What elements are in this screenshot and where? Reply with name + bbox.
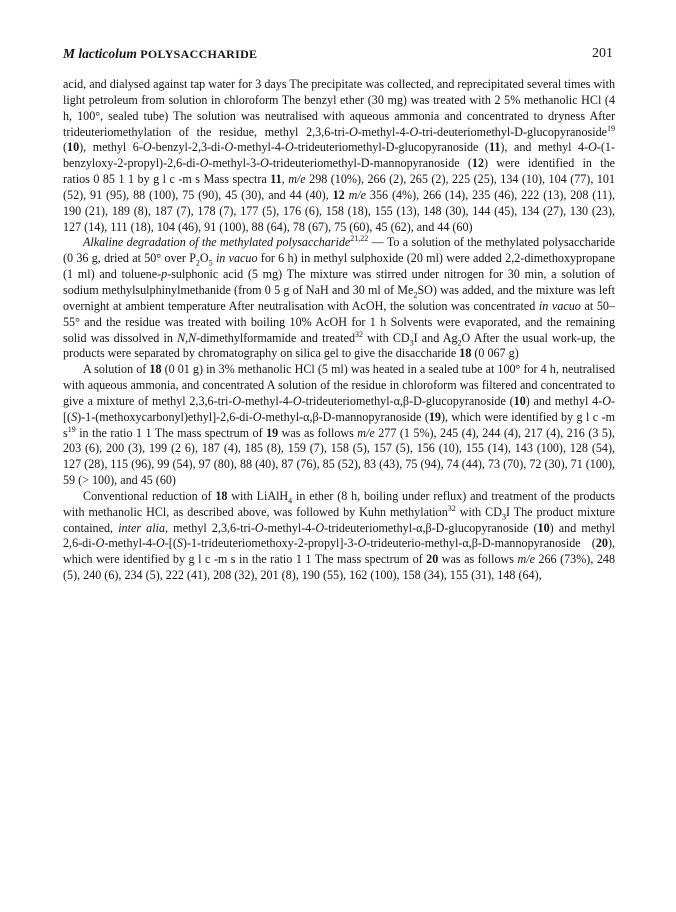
- body-text: [63, 77, 615, 584]
- page-number: 201: [592, 46, 613, 61]
- paragraph-conventional-reduction: Conventional reduction of 18 with LiAlH$_4$ in ether (8 h, boiling under reflux) and treatment of the products with methanolic HCl, as described above, was followed by Kuhn methylation$^{32}$ with $CD_3I$ The product mixture contained, inter alia, methyl 2,3,6-tri-O-methyl-4-O-trideuteriomethyl-α,β-D-glucopyranoside (10) and methyl 2,6-di-O-methyl-4-O-[(S)-1-trideuteriomethoxy-2-propyl]-3-O-trideuterio-methyl-α,β-D-mannopyranoside (20), which were identified by g l c -m s in the ratio 1 1 The mass spectrum of 20 was as follows m/e 266 (73%), 248 (5), 240 (6), 234 (5), 222 (41), 208 (32), 201 (8), 190 (55), 162 (100), 158 (34), 155 (31), 148 (64),: [63, 488, 616, 583]
- paragraph-alkaline-degradation: Alkaline degradation of the methylated polysaccharide$^{21,22}$ — To a solution of the methylated polysaccharide (0 36 g, dried at 50° over $P_2O_5$ in vacuo for 6 h) in methyl sulphoxide (20 ml) were added 2,2-dimethoxypropane (1 ml) and toluene-p-sulphonic acid (5 mg) The mixture was stirred under nitrogen for 30 min, a solution of sodium methylsulphinylmethanide (from 0 5 g of NaH and 30 ml of $Me_2SO$) was added, and the mixture was left overnight at ambient temperature After neutralisation with AcOH, the solution was concentrated in vacuo at 50–55° and the residue was treated with boiling 10% AcOH for 1 h Solvents were evaporated, and the remaining solid was dissolved in N,N-dimethylformamide and treated$^{32}$ with $CD_3I$ and $Ag_2O$ After the usual work-up, the products were separated by chromatography on silica gel to give the disaccharide 18 (0 067 g): [63, 234, 616, 361]
- running-header: [63, 46, 613, 64]
- running-title: M lacticolum POLYSACCHARIDE: [63, 46, 258, 61]
- paragraph-methanolysis: A solution of 18 (0 01 g) in 3% methanolic HCl (5 ml) was heated in a sealed tube at 100° for 4 h, neutralised with aqueous ammonia, and concentrated A solution of the residue in chloroform was filtered and concentrated to give a mixture of methyl 2,3,6-tri-O-methyl-4-O-trideuteriomethyl-α,β-D-glucopyranoside (10) and methyl 4-O-[(S)-1-(methoxycarbonyl)ethyl]-2,6-di-O-methyl-α,β-D-mannopyranoside (19), which were identified by g l c -m $s^{19}$ in the ratio 1 1 The mass spectrum of 19 was as follows m/e 277 (1 5%), 245 (4), 244 (4), 217 (4), 216 (3 5), 203 (6), 200 (3), 199 (2 6), 187 (4), 185 (8), 159 (7), 158 (5), 157 (5), 156 (10), 155 (14), 143 (100), 128 (54), 127 (28), 115 (96), 99 (54), 97 (80), 88 (40), 87 (76), 85 (52), 83 (43), 75 (94), 74 (44), 73 (70), 72 (30), 71 (100), 59 (> 100), and 45 (60): [63, 362, 616, 488]
- paragraph-benzyl-ether: acid, and dialysed against tap water for 3 days The precipitate was collected, and reprecipitated several times with light petroleum from solution in chloroform The benzyl ether (30 mg) was treated with 2 5% methanolic HCl (4 h, 100°, sealed tube) The solution was neutralised with aqueous ammonia and concentrated to dryness After trideuteriomethylation of the residue, methyl 2,3,6-tri-O-methyl-4-O-tri-deuteriomethyl-D-glucopyranoside$^{19}$ (10), methyl 6-O-benzyl-2,3-di-O-methyl-4-O-trideuteriomethyl-D-glucopyranoside (11), and methyl 4-O-(1-benzyloxy-2-propyl)-2,6-di-O-methyl-3-O-trideuteriomethyl-D-mannopyranoside (12) were identified in the ratios 0 85 1 1 by g l c -m s Mass spectra 11, m/e 298 (10%), 266 (2), 265 (2), 225 (25), 134 (10), 104 (77), 101 (52), 91 (95), 88 (100), 75 (90), 45 (30), and 44 (40), 12 m/e 356 (4%), 266 (14), 235 (46), 222 (13), 208 (11), 190 (21), 189 (8), 187 (7), 178 (7), 177 (5), 176 (6), 158 (18), 155 (13), 148 (30), 144 (45), 134 (27), 130 (23), 127 (14), 111 (18), 104 (46), 91 (100), 88 (64), 78 (67), 75 (60), 45 (62), and 44 (60): [63, 77, 616, 234]
